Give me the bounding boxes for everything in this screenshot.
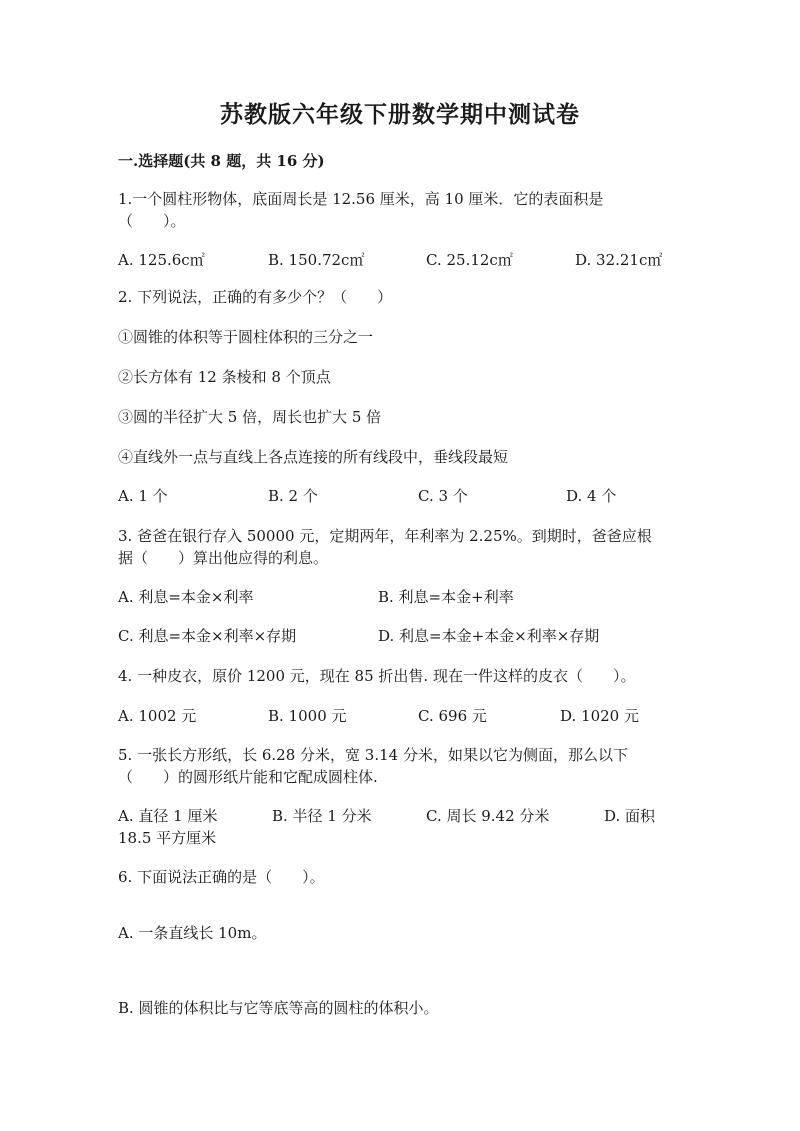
q3-option-c: C. 利息=本金×利率×存期 <box>118 627 297 645</box>
q1-option-b: B. 150.72c㎡ <box>268 251 365 269</box>
q2-option-c: C. 3 个 <box>418 487 468 505</box>
q2-stem: 2. 下列说法，正确的有多少个？（ ） <box>118 288 393 306</box>
q3-option-b: B. 利息=本金+利率 <box>378 588 514 606</box>
q2-option-a: A. 1 个 <box>118 487 168 505</box>
q6-option-a: A. 一条直线长 10m。 <box>118 924 267 942</box>
q4-option-a: A. 1002 元 <box>118 707 197 725</box>
page-title: 苏教版六年级下册数学期中测试卷 <box>220 101 580 128</box>
q4-stem: 4. 一种皮衣，原价 1200 元，现在 85 折出售. 现在一件这样的皮衣（ ）。 <box>118 667 636 685</box>
q5-option-d-cont: 18.5 平方厘米 <box>118 829 217 847</box>
q5-option-a: A. 直径 1 厘米 <box>118 807 218 825</box>
q3-option-a: A. 利息=本金×利率 <box>118 588 254 606</box>
q6-option-b: B. 圆锥的体积比与它等底等高的圆柱的体积小。 <box>118 999 439 1017</box>
q2-option-b: B. 2 个 <box>268 487 318 505</box>
q5-option-c: C. 周长 9.42 分米 <box>426 807 550 825</box>
q1-stem: 1.一个圆柱形物体，底面周长是 12.56 厘米，高 10 厘米．它的表面积是 <box>118 190 604 208</box>
q3-option-d: D. 利息=本金+本金×利率×存期 <box>378 627 600 645</box>
q1-option-d: D. 32.21c㎡ <box>575 251 663 269</box>
q2-statement-2: ②长方体有 12 条棱和 8 个顶点 <box>118 368 331 386</box>
q2-statement-3: ③圆的半径扩大 5 倍，周长也扩大 5 倍 <box>118 408 382 426</box>
q1-option-c: C. 25.12c㎡ <box>426 251 513 269</box>
q2-option-d: D. 4 个 <box>566 487 617 505</box>
q3-stem-cont: 据（ ）算出他应得的利息。 <box>118 549 329 567</box>
section-heading: 一.选择题(共 8 题，共 16 分) <box>118 152 325 170</box>
q1-stem-cont: （ ）。 <box>118 212 186 230</box>
q5-option-b: B. 半径 1 分米 <box>272 807 372 825</box>
q1-option-a: A. 125.6c㎡ <box>118 251 205 269</box>
q4-option-c: C. 696 元 <box>418 707 487 725</box>
q5-option-d: D. 面积 <box>604 807 656 825</box>
q2-statement-1: ①圆锥的体积等于圆柱体积的三分之一 <box>118 328 374 346</box>
q2-statement-4: ④直线外一点与直线上各点连接的所有线段中，垂线段最短 <box>118 448 509 466</box>
q5-stem: 5. 一张长方形纸，长 6.28 分米，宽 3.14 分米，如果以它为侧面，那么以下 <box>118 746 628 764</box>
q3-stem: 3. 爸爸在银行存入 50000 元，定期两年，年利率为 2.25%。到期时，爸爸应根 <box>118 527 652 545</box>
q5-stem-cont: （ ）的圆形纸片能和它配成圆柱体. <box>118 768 378 786</box>
q4-option-d: D. 1020 元 <box>560 707 639 725</box>
q6-stem: 6. 下面说法正确的是（ ）。 <box>118 868 325 886</box>
q4-option-b: B. 1000 元 <box>268 707 347 725</box>
